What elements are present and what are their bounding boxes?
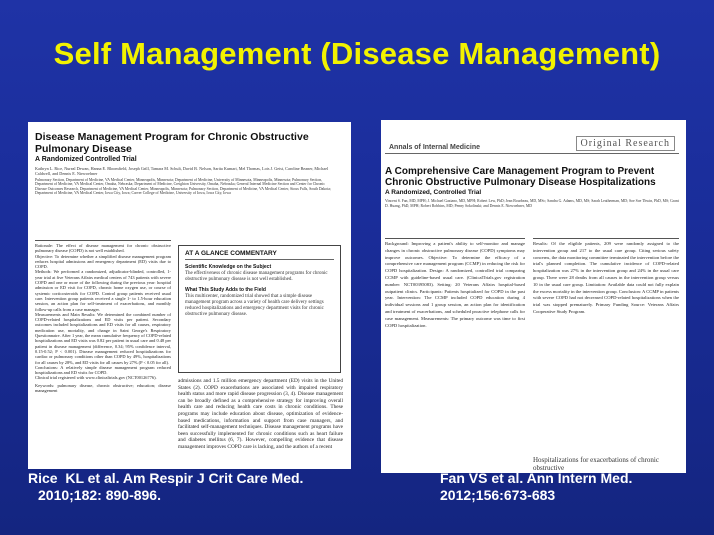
paper-subtitle: A Randomized, Controlled Trial [385,189,482,196]
slide-title: Self Management (Disease Management) [53,36,661,71]
paper-fan-2012 [381,120,686,473]
glance-text-1: The effectiveness of chronic disease management programs for chronic obstructive pulmonary disease is not well established. [185,271,328,282]
journal-name: Annals of Internal Medicine [389,144,481,151]
abstract-registration: Clinical trial registered with www.clinicaltrials.gov (NCT00126776). [35,375,157,381]
abstract-column-1: Background: Improving a patient's ability to self-monitor and manage changes in chronic obstructive pulmonary disease (COPD) symptoms may improve outcomes. Objective: To determine the efficacy of a comprehensive care management program (CCMP) in reducing the risk for COPD hospitalization. Design: A randomized, controlled trial comparing CCMP with guideline-based usual care. (ClinicalTrials.gov registration number: NCT00395083). Setting: 20 Veterans Affairs hospital-based outpatient clinics. Participants: Patients hospitalized for COPD in the past year. Intervention: The CCMP included COPD education during 4 individual sessions and 1 group session, an action plan for identification and treatment of exacerbations, and scheduled proactive telephone calls for case management. Measurements: The primary outcome was time to first COPD hospitalization. [385,241,525,328]
glance-heading: AT A GLANCE COMMENTARY [185,250,334,260]
paper-authors: Kathryn L. Rice, Nureal Dewan, Hanna E. Bloomfield, Joseph Grill, Tamara M. Schult, David B. Nelson, Sarita Kumari, Mel Thomas, Lois J. Geist, Caroline Beaner, Michael Caldwell, and Dennis E. Niewoehner [35,166,329,176]
at-a-glance-box [178,245,341,373]
abstract-conclusions: Conclusions: A relatively simple disease management program reduced hospitalizations and ED visits for COPD. [35,364,171,376]
citation-left-line-2: 2010;182: 890-896. [38,487,161,503]
paper-rice-2010 [28,122,351,469]
paper-footer-text: Hospitalizations for exacerbations of chronic obstructive [533,456,659,472]
glance-subheading-2: What This Study Adds to the Field [185,287,266,293]
paper-keywords: Keywords: pulmonary disease, chronic obstructive; education; disease management [35,382,171,394]
citation-left [28,470,303,504]
paper-title: Disease Management Program for Chronic Obstructive Pulmonary Disease [35,131,309,155]
glance-subheading-1: Scientific Knowledge on the Subject [185,264,272,270]
citation-right [440,470,632,504]
glance-text-2: This multicenter, randomized trial showed that a simple disease management program across a variety of health care delivery settings reduced hospitalizations and emergency department visits for chronic obstructive pulmonary disease. [185,294,324,317]
citation-right-line-2: 2012;156:673-683 [440,487,556,503]
abstract-rationale: Rationale: The effect of disease management for chronic obstructive pulmonary disease (COPD) is not well established. [35,243,171,254]
journal-header [385,134,679,154]
abstract-measurements: Measurements and Main Results: We determined the combined number of COPD-related hospitalizations and ED visits per patient. Secondary outcomes included hospitalizations and ED visits for all causes, respiratory medication use, mortality, and change in Saint George's Respiratory Questionnaire. After 1 year, the mean cumulative frequency of COPD-related hospitalizations and ED visits was 0.82 per patient in usual care and 0.48 per patient in disease management (difference, 0.34; 95% confidence interval, 0.15-0.52; P < 0.001). Disease management reduced hospitalizations for cardiac or pulmonary conditions other than COPD by 49%, hospitalizations for all causes by 28%, and ED visits for all causes by 27% (P < 0.05 for all). [35,311,172,365]
paper-title: A Comprehensive Care Management Program to Prevent Chronic Obstructive Pulmonary Disease Hospitalizations [385,166,656,188]
abstract-column-2: Results: Of the eligible patients, 209 were randomly assigned to the intervention group and 217 to the usual care group. Citing serious safety concerns, the data monitoring committee terminated the intervention before the trial's planned completion. The cumulative incidence of COPD-related hospitalization was 27% in the intervention group and 24% in the usual care group. There were 28 deaths from all causes in the intervention group versus 10 in the usual care group. Limitation: Available data could not fully explain the excess mortality in the intervention group. Conclusion: A CCMP in patients with severe COPD had not decreased COPD-related hospitalizations when the trial was stopped prematurely. Primary Funding Source: Veterans Affairs Cooperative Study Program. [533,241,679,314]
abstract-methods: Methods: We performed a randomized, adjudicator-blinded, controlled, 1-year trial at five Veterans Affairs medical centers of 743 patients with severe COPD and one or more of the following during the previous year: hospital admission or ED visit for COPD, chronic home oxygen use, or course of systemic corticosteroids for COPD. Control group patients received usual care. Intervention group patients received a single 1- to 1.5-hour education session, an action plan for self-treatment of exacerbations, and monthly follow-up calls from a case manager. [35,269,171,312]
abstract-objective: Objective: To determine whether a simplified disease management program reduces hospital admissions and emergency department (ED) visits due to COPD. [35,253,171,270]
journal-section: Original Research [576,136,675,151]
paper-subtitle: A Randomized Controlled Trial [35,156,137,163]
paper-authors: Vincent S. Fan, MD, MPH; J. Michael Gaziano, MD, MPH; Robert Lew, PhD; Jean Bourbeau, MD, MSc; Sandra G. Adams, MD, MS; Sarah Leatherman, MD; Soe Soe Thwin, PhD, MS; Grant D. Huang, PhD, MPH; Robert Robbins, MD; Penny Sokolinski; and Dennis E. Niewoehner, MD [385,199,679,208]
paper-abstract [35,240,171,393]
citation-left-line-1: Rice KL et al. Am Respir J Crit Care Med. [28,470,304,486]
paper-affiliations: Pulmonary Section, Department of Medicine, VA Medical Center, Minneapolis, Minnesota; Department of Medicine, University of Minnesota, Minneapolis, Minnesota; Pulmonary Section, Department of Medicine, VA Medical Center, Omaha, Nebraska; Department of Medicine, Creighton University, Omaha, Nebraska; General Internal Medicine Section and Center for Chronic Disease Outcomes Research, Department of Medicine, VA Medical Center, Minneapolis, Minnesota; Pulmonary Section, Department of Medicine, VA Medical Center, Sioux Falls, South Dakota; Department of Medicine, VA Medical Center, Iowa City, Iowa; Carver College of Medicine, University of Iowa, Iowa City, Iowa [35,178,331,196]
paper-body-text: admissions and 1.5 million emergency department (ED) visits in the United States (2). COPD exacerbations are associated with impaired respiratory health status and more rapid disease progression (3, 4). Disease management can be broadly defined as a comprehensive strategy for improving overall health care and reducing health care costs in chronic conditions. These programs may include education about disease, optimization of evidence-based medications, information and support from case managers, and facilitated self-management techniques. Disease management programs have been successfully implemented for chronic conditions such as heart failure and diabetes mellitus (6, 7). However, compelling evidence that disease management improves COPD care is lacking, and the authors of a recent [178,378,343,450]
citation-right-line-1: Fan VS et al. Ann Intern Med. [440,470,633,486]
